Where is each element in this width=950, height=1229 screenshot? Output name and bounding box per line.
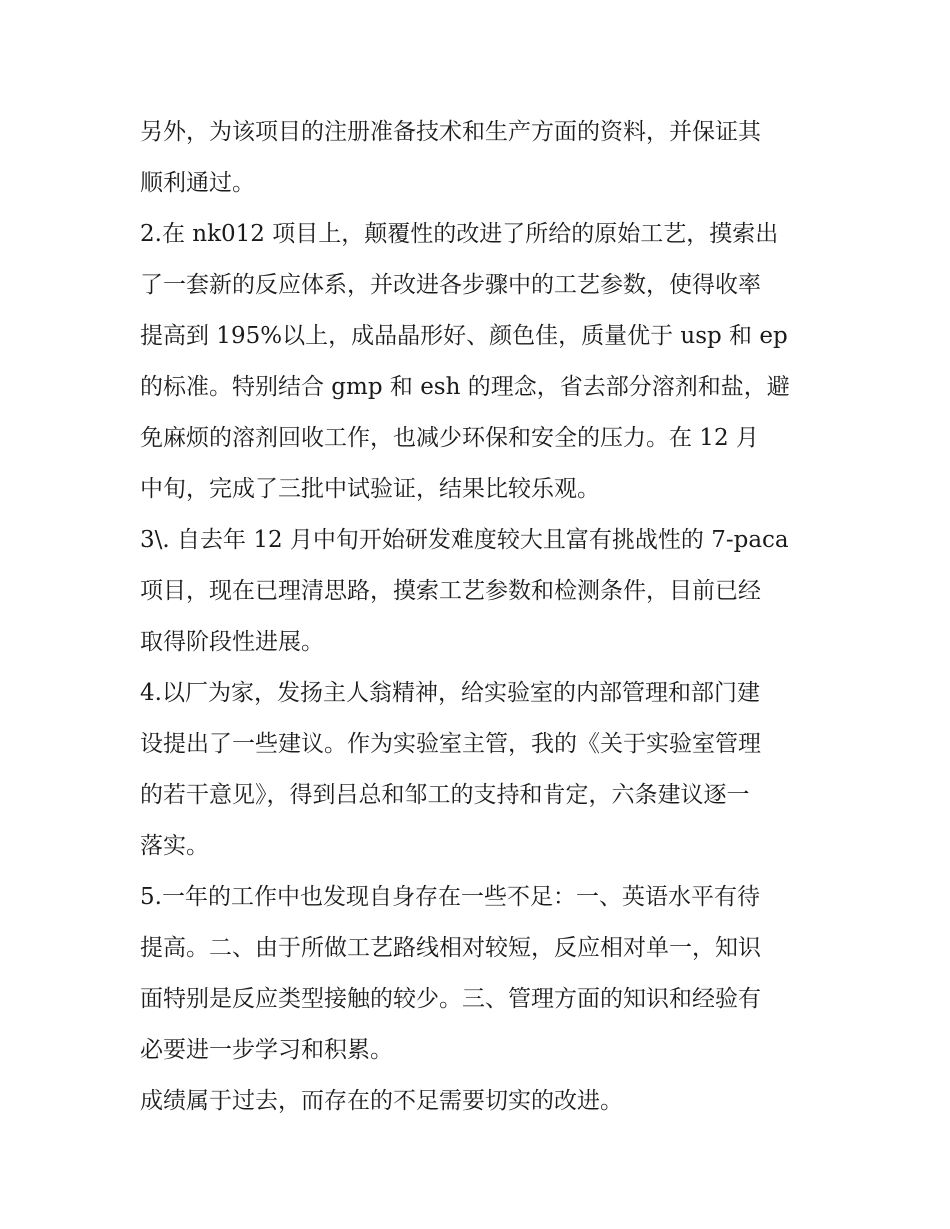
text-line: 落实。 — [140, 833, 209, 859]
text-line: 了一套新的反应体系，并改进各步骤中的工艺参数，使得收率 — [140, 272, 761, 298]
text-line: 5.一年的工作中也发现自身存在一些不足：一、英语水平有待 — [140, 884, 760, 910]
text-line: 取得阶段性进展。 — [140, 629, 324, 655]
text-line: 中旬，完成了三批中试验证，结果比较乐观。 — [140, 476, 600, 502]
text-line: 的标准。特别结合 gmp 和 esh 的理念，省去部分溶剂和盐，避 — [140, 374, 790, 400]
document-body — [140, 107, 816, 1127]
text-line: 4.以厂为家，发扬主人翁精神，给实验室的内部管理和部门建 — [140, 680, 760, 706]
text-line: 2.在 nk012 项目上，颠覆性的改进了所给的原始工艺，摸索出 — [140, 221, 779, 247]
text-line: 的若干意见》，得到吕总和邹工的支持和肯定，六条建议逐一 — [140, 782, 750, 808]
text-line: 提高。二、由于所做工艺路线相对较短，反应相对单一，知识 — [140, 935, 761, 961]
text-line: 免麻烦的溶剂回收工作，也减少环保和安全的压力。在 12 月 — [140, 425, 759, 451]
text-line: 提高到 195%以上，成品晶形好、颜色佳，质量优于 usp 和 ep — [140, 323, 788, 349]
text-line: 成绩属于过去，而存在的不足需要切实的改进。 — [140, 1088, 623, 1114]
text-line: 另外，为该项目的注册准备技术和生产方面的资料，并保证其 — [140, 119, 761, 145]
text-line: 必要进一步学习和积累。 — [140, 1037, 393, 1063]
text-line: 项目，现在已理清思路，摸索工艺参数和检测条件，目前已经 — [140, 578, 761, 604]
text-line: 3\. 自去年 12 月中旬开始研发难度较大且富有挑战性的 7-paca — [140, 527, 789, 553]
text-line: 面特别是反应类型接触的较少。三、管理方面的知识和经验有 — [140, 986, 761, 1012]
text-line: 设提出了一些建议。作为实验室主管，我的《关于实验室管理 — [140, 731, 761, 757]
text-line: 顺利通过。 — [140, 170, 255, 196]
